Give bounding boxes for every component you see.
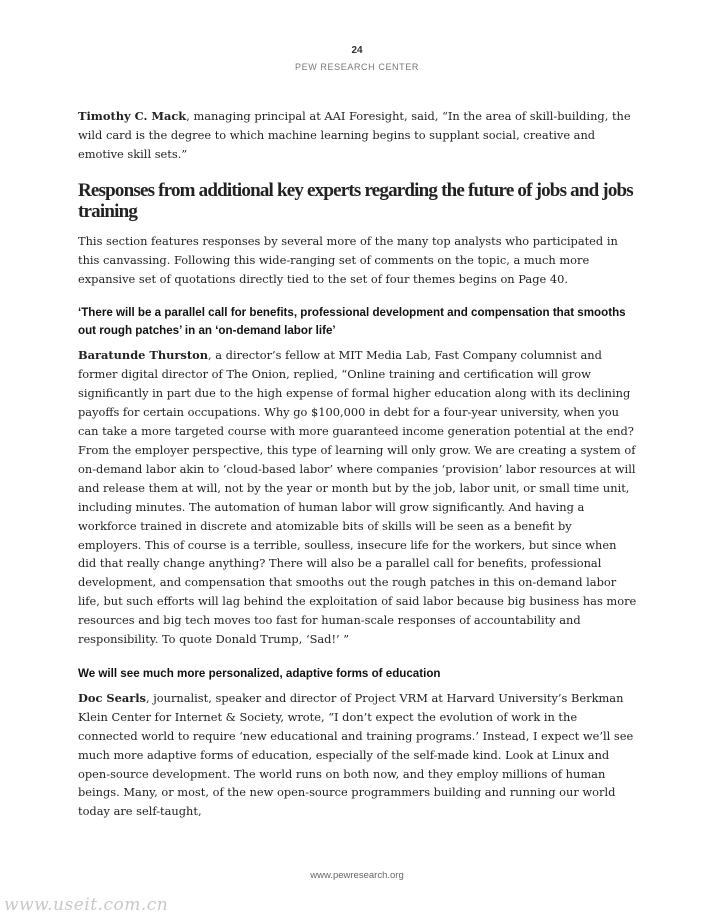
speaker-name-2: Doc Searls [78, 690, 146, 705]
intro-speaker-name: Timothy C. Mack [78, 109, 187, 123]
intro-paragraph [78, 107, 638, 164]
theme-quote-1 [78, 346, 638, 649]
section-title: Responses from additional key experts regarding the future of jobs and jobs training [78, 179, 633, 222]
page-number: 24 [351, 45, 363, 56]
document-body [78, 107, 638, 821]
section-intro: This section features responses by several more of the many top analysts who participated in this canvassing. Following this wide-ranging set of comments on the topic, a much more expansive set of quotations directly tied to the set of four themes begins on Page 40. [78, 233, 618, 286]
watermark: www.useit.com.cn [4, 895, 169, 915]
footer-url[interactable]: www.pewresearch.org [310, 870, 404, 881]
speaker-name-1: Baratunde Thurston [78, 348, 208, 363]
theme-heading-2: We will see much more personalized, adaptive forms of education [78, 666, 441, 680]
quote-text-1: , a director’s fellow at MIT Media Lab, Fast Company columnist and former digital director of The Onion, replied, “Online training and certification will grow significantly in part due to the high expense of formal higher education along with its declining payoffs for certain occupations. Why go $100,000 in debt for a four-year university, when you can take a more targeted course with more guaranteed income generation potential at the end? From the employer perspective, this type of learning will only grow. We are creating a system of on-demand labor akin to ‘cloud-based labor’ where companies ‘provision’ labor resources at will and release them at will, not by the year or month but by the job, labor unit, or small time unit, including minutes. The automation of human labor will grow significantly. And having a workforce trained in discrete and atomizable bits of skills will be seen as a benefit by employers. This of course is a terrible, soulless, insecure life for the workers, but since when did that really change anything? There will also be a parallel call for benefits, professional development, and compensation that smooths out the rough patches in this on-demand labor life, but such efforts will lag behind the exploitation of said labor because big business has more resources and big tech moves too fast for human-scale responses of accountability and responsibility. To quote Donald Trump, ‘Sad!’ ” [78, 348, 637, 647]
org-header: PEW RESEARCH CENTER [295, 62, 419, 72]
intro-quote: , managing principal at AAI Foresight, said, “In the area of skill-building, the wild card is the degree to which machine learning begins to supplant social, creative and emotive skill sets.” [78, 109, 631, 161]
quote-text-2: , journalist, speaker and director of Project VRM at Harvard University’s Berkman Klein Center for Internet & Society, wrote, “I don’t expect the evolution of work in the connected world to require ‘new educational and training programs.’ Instead, I expect we’ll see much more adaptive forms of education, especially of the self-made kind. Look at Linux and open-source development. The world runs on both now, and they employ millions of human beings. Many, or most, of the new open-source programmers building and running our world today are self-taught, [78, 690, 634, 819]
theme-heading-1: ‘There will be a parallel call for benefits, professional development and compensation that smooths out rough patches’ in an ‘on-demand labor life’ [78, 306, 626, 338]
theme-quote-2 [78, 689, 638, 821]
